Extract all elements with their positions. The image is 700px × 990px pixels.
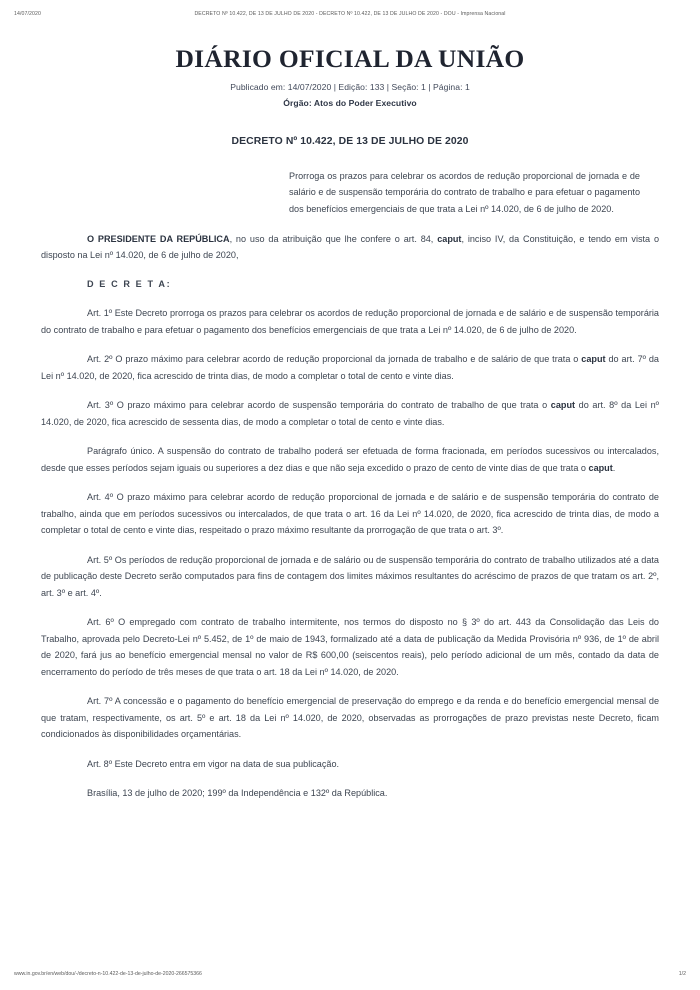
paragraph-text: Art. 2º O prazo máximo para celebrar acordo de redução proporcional da jornada de trabalho e de salário de que trata o xyxy=(87,354,582,365)
print-header-title: DECRETO Nº 10.422, DE 13 DE JULHO DE 2020 - DECRETO Nº 10.422, DE 13 DE JULHO DE 2020 - DOU - Imprensa Nacional xyxy=(194,11,506,17)
emphasis-caput: caput xyxy=(550,400,576,411)
print-footer-page-number: 1/2 xyxy=(678,971,686,977)
article-paragraph-art-7 xyxy=(41,693,659,743)
article-paragraph-closing xyxy=(41,785,659,802)
decreta-label: D E C R E T A: xyxy=(87,278,172,289)
emphasis-caput: caput xyxy=(581,354,606,365)
paragraph-text: Art. 4º O prazo máximo para celebrar acordo de redução proporcional de jornada e de salário e de suspensão temporária do contrato de trabalho, ainda que em períodos sucessivos ou intercalados, de que trata o art. 16 da Lei nº 14.020, de 2020, fica acrescido de trinta dias, de modo a completar o total de cento e vinte dias, respeitado o prazo máximo resultante da prorrogação de que trata o art. 3º. xyxy=(41,492,659,536)
page-content xyxy=(41,46,659,802)
article-paragraph-art-5 xyxy=(41,552,659,602)
article-paragraph-art-3 xyxy=(41,397,659,430)
preamble-paragraph xyxy=(41,231,659,264)
print-header-date: 14/07/2020 xyxy=(14,11,41,17)
decree-ementa: Prorroga os prazos para celebrar os acordos de redução proporcional de jornada e de salário e de suspensão temporária do contrato de trabalho e para efetuar o pagamento dos benefícios emergenciais de que trata a Lei nº 14.020, de 6 de julho de 2020. xyxy=(289,170,640,214)
article-paragraph-art-6 xyxy=(41,614,659,680)
print-footer xyxy=(0,962,700,990)
preamble-authority: O PRESIDENTE DA REPÚBLICA xyxy=(87,233,230,244)
paragraph-text: Parágrafo único. A suspensão do contrato de trabalho poderá ser efetuada de forma fracionada, em períodos sucessivos ou intercalados, desde que esses períodos sejam iguais ou superiores a dez dias e que não seja excedido o prazo de cento de vinte dias de que trata o xyxy=(41,446,659,473)
preamble-text-after: , inciso IV, da Constituição, e tendo em vista o disposto na Lei nº 14.020, de 6 de julho de 2020, xyxy=(41,233,660,261)
paragraph-text: Brasília, 13 de julho de 2020; 199º da Independência e 132º da República. xyxy=(87,788,388,799)
paragraph-text: do art. 7º da Lei nº 14.020, de 2020, fica acrescido de trinta dias, de modo a completar o total de cento e vinte dias. xyxy=(41,354,659,381)
paragraph-text: Art. 7º A concessão e o pagamento do benefício emergencial de preservação do emprego e da renda e do benefício emergencial mensal de que tratam, respectivamente, os art. 5º e art. 18 da Lei nº 14.020, de 2020, observadas as prorrogações de prazo previstas neste Decreto, ficam condicionados às disponibilidades orçamentárias. xyxy=(41,696,659,740)
print-header xyxy=(0,0,700,30)
paragraph-text: Art. 5º Os períodos de redução proporcional de jornada e de salário ou de suspensão temporária do contrato de trabalho utilizados até a data de publicação deste Decreto serão computados para fins de contagem dos limites máximos resultantes do acréscimo de prazos de que tratam os art. 2º, art. 3º e art. 4º. xyxy=(41,554,659,598)
masthead xyxy=(41,46,659,108)
organ-info: Órgão: Atos do Poder Executivo xyxy=(283,97,417,108)
article-paragraph-art-1 xyxy=(41,305,659,338)
paragraph-text: Art. 8º Este Decreto entra em vigor na data de sua publicação. xyxy=(87,758,340,769)
print-footer-url: www.in.gov.br/en/web/dou/-/decreto-n-10.422-de-13-de-julho-de-2020-266575366 xyxy=(14,971,202,977)
article-paragraph-art-2 xyxy=(41,351,659,384)
article-paragraph-art-8 xyxy=(41,756,659,773)
article-paragraph-art-4 xyxy=(41,489,659,539)
paragraph-text: Art. 1º Este Decreto prorroga os prazos para celebrar os acordos de redução proporcional de jornada e de salário e de suspensão temporária do contrato de trabalho e para efetuar o pagamento dos benefícios emergenciais de que trata a Lei nº 14.020, de 6 de julho de 2020. xyxy=(41,308,659,335)
emphasis-caput: caput xyxy=(588,462,613,473)
preamble-text-before: , no uso da atribuição que lhe confere o art. 84, xyxy=(229,233,434,244)
preamble-caput: caput xyxy=(437,233,462,244)
articles-container xyxy=(41,305,659,802)
publication-info: Publicado em: 14/07/2020 | Edição: 133 | Seção: 1 | Página: 1 xyxy=(230,81,470,92)
paragraph-text: Art. 6º O empregado com contrato de trabalho intermitente, nos termos do disposto no § 3º do art. 443 da Consolidação das Leis do Trabalho, aprovada pelo Decreto-Lei nº 5.452, de 1º de maio de 1943, formalizado até a data de publicação da Medida Provisória nº 936, de 1º de abril de 2020, fará jus ao benefício emergencial mensal no valor de R$ 600,00 (seiscentos reais), pelo período adicional de um mês, contado da data de encerramento do período de três meses de que trata o art. 18 da Lei nº 14.020, de 2020. xyxy=(41,617,659,677)
gazette-title: DIÁRIO OFICIAL DA UNIÃO xyxy=(175,44,525,73)
paragraph-text: do art. 8º da Lei nº 14.020, de 2020, fica acrescido de sessenta dias, de modo a completar o total de cento e vinte dias. xyxy=(41,400,659,427)
decree-title: DECRETO Nº 10.422, DE 13 DE JULHO DE 2020 xyxy=(231,135,469,147)
paragraph-text: Art. 3º O prazo máximo para celebrar acordo de suspensão temporária do contrato de trabalho de que trata o xyxy=(87,400,551,411)
article-paragraph-paragrafo-unico xyxy=(41,443,659,476)
paragraph-text: . xyxy=(612,462,616,473)
